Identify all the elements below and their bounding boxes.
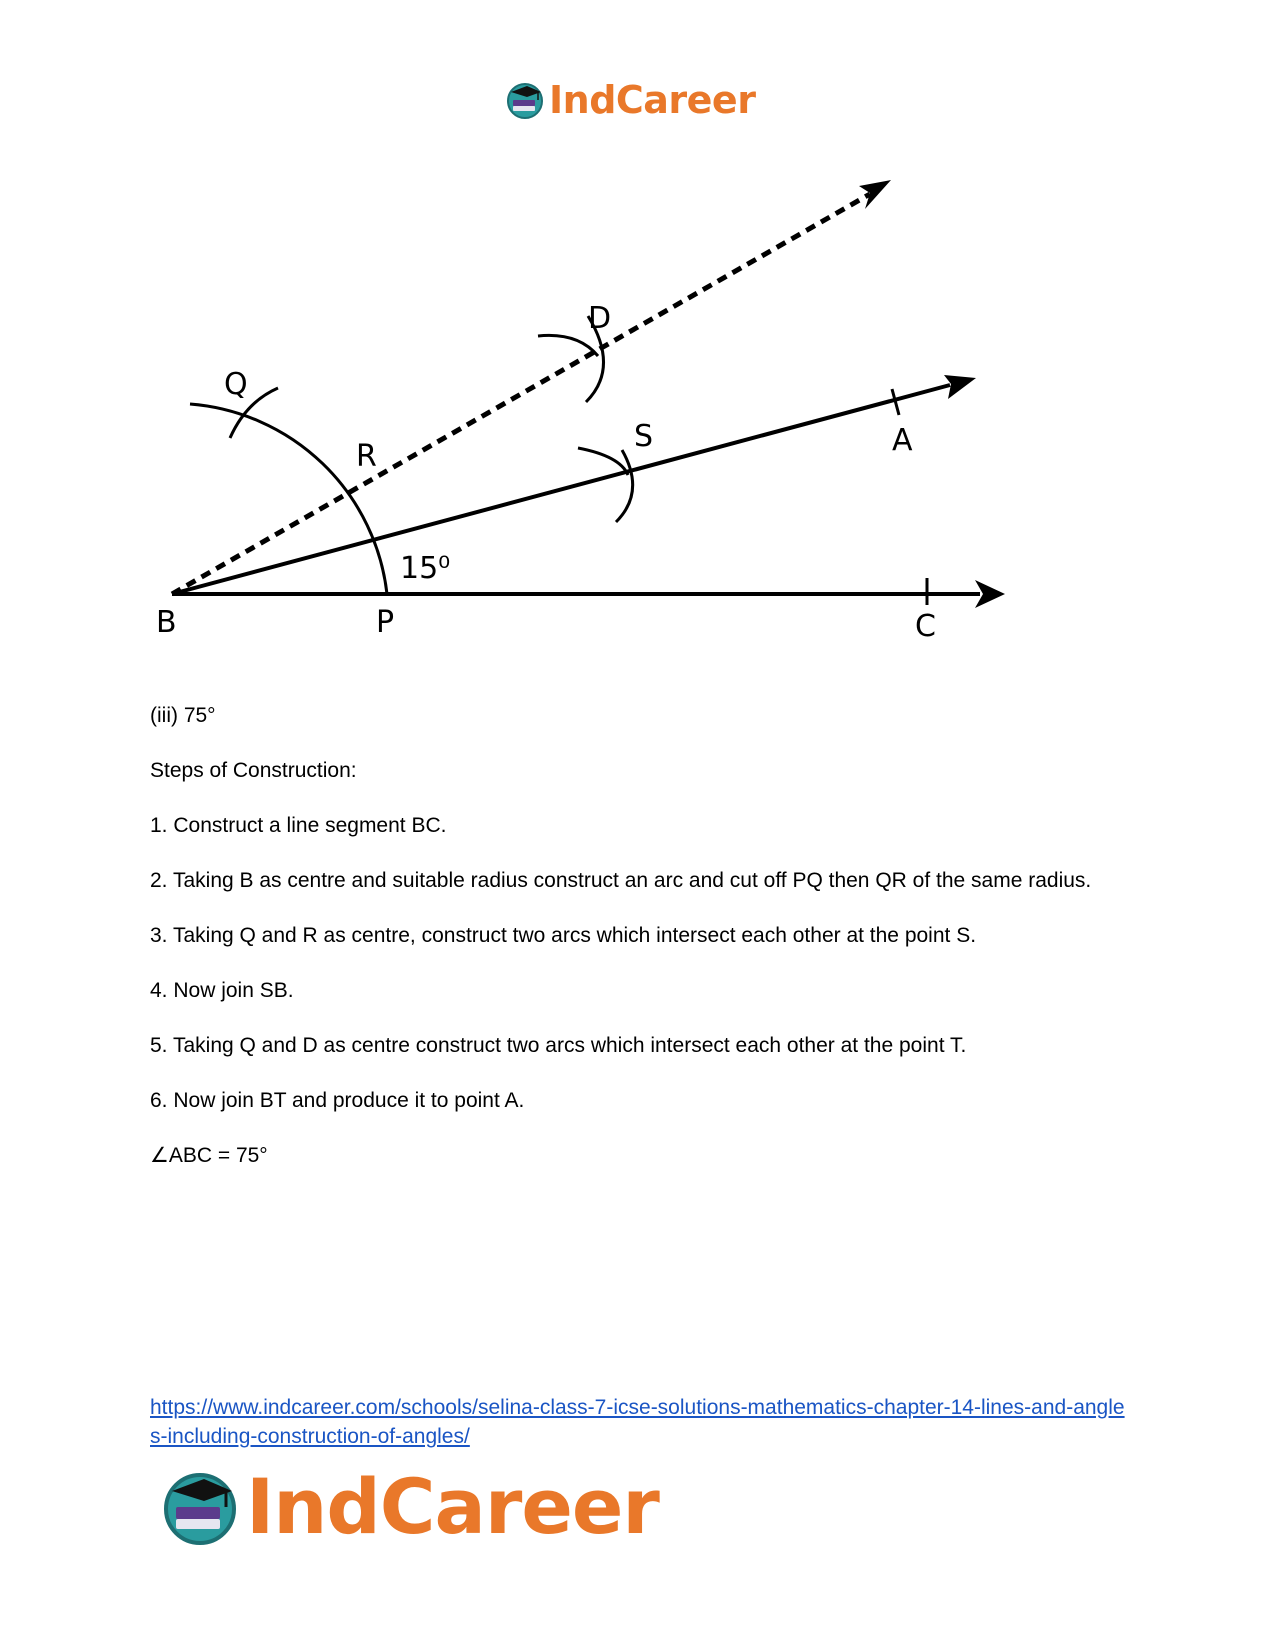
brand-wordmark: IndCareer [246, 1462, 659, 1551]
step-1: 1. Construct a line segment BC. [150, 814, 447, 837]
arrow-bd [859, 180, 891, 209]
header-logo [505, 78, 755, 122]
step-6: 6. Now join BT and produce it to point A. [150, 1089, 525, 1112]
brand-wordmark: IndCareer [549, 78, 756, 122]
label-r: R [356, 439, 377, 474]
label-a: A [892, 423, 913, 458]
footer-logo [160, 1462, 659, 1551]
part-label: (iii) 75° [150, 704, 216, 727]
label-q: Q [224, 367, 248, 402]
source-link[interactable]: https://www.indcareer.com/schools/selina-class-7-icse-solutions-mathematics-chapter-14-lines-and-angles-including-construction-of-angles/ [150, 1396, 1125, 1448]
ray-bd-dashed [172, 194, 870, 594]
label-s: S [634, 419, 654, 454]
label-angle: 15⁰ [400, 551, 451, 586]
label-c: C [915, 609, 936, 644]
graduation-globe-icon [160, 1467, 240, 1547]
step-5: 5. Taking Q and D as centre construct two arcs which intersect each other at the point T. [150, 1034, 967, 1057]
solution-text [150, 700, 1130, 1195]
construction-diagram [150, 170, 1050, 650]
label-b: B [156, 605, 177, 640]
ray-ba [172, 385, 950, 594]
step-4: 4. Now join SB. [150, 979, 294, 1002]
arc-s-2 [616, 450, 633, 522]
label-p: P [376, 605, 395, 640]
arc-s-1 [578, 448, 628, 475]
label-d: D [588, 301, 612, 336]
graduation-globe-icon [505, 80, 545, 120]
step-3: 3. Taking Q and R as centre, construct two arcs which intersect each other at the point S. [150, 924, 977, 947]
steps-heading: Steps of Construction: [150, 759, 357, 782]
result-angle: ∠ABC = 75° [150, 1144, 268, 1167]
step-2: 2. Taking B as centre and suitable radius construct an arc and cut off PQ then QR of the same radius. [150, 869, 1092, 892]
